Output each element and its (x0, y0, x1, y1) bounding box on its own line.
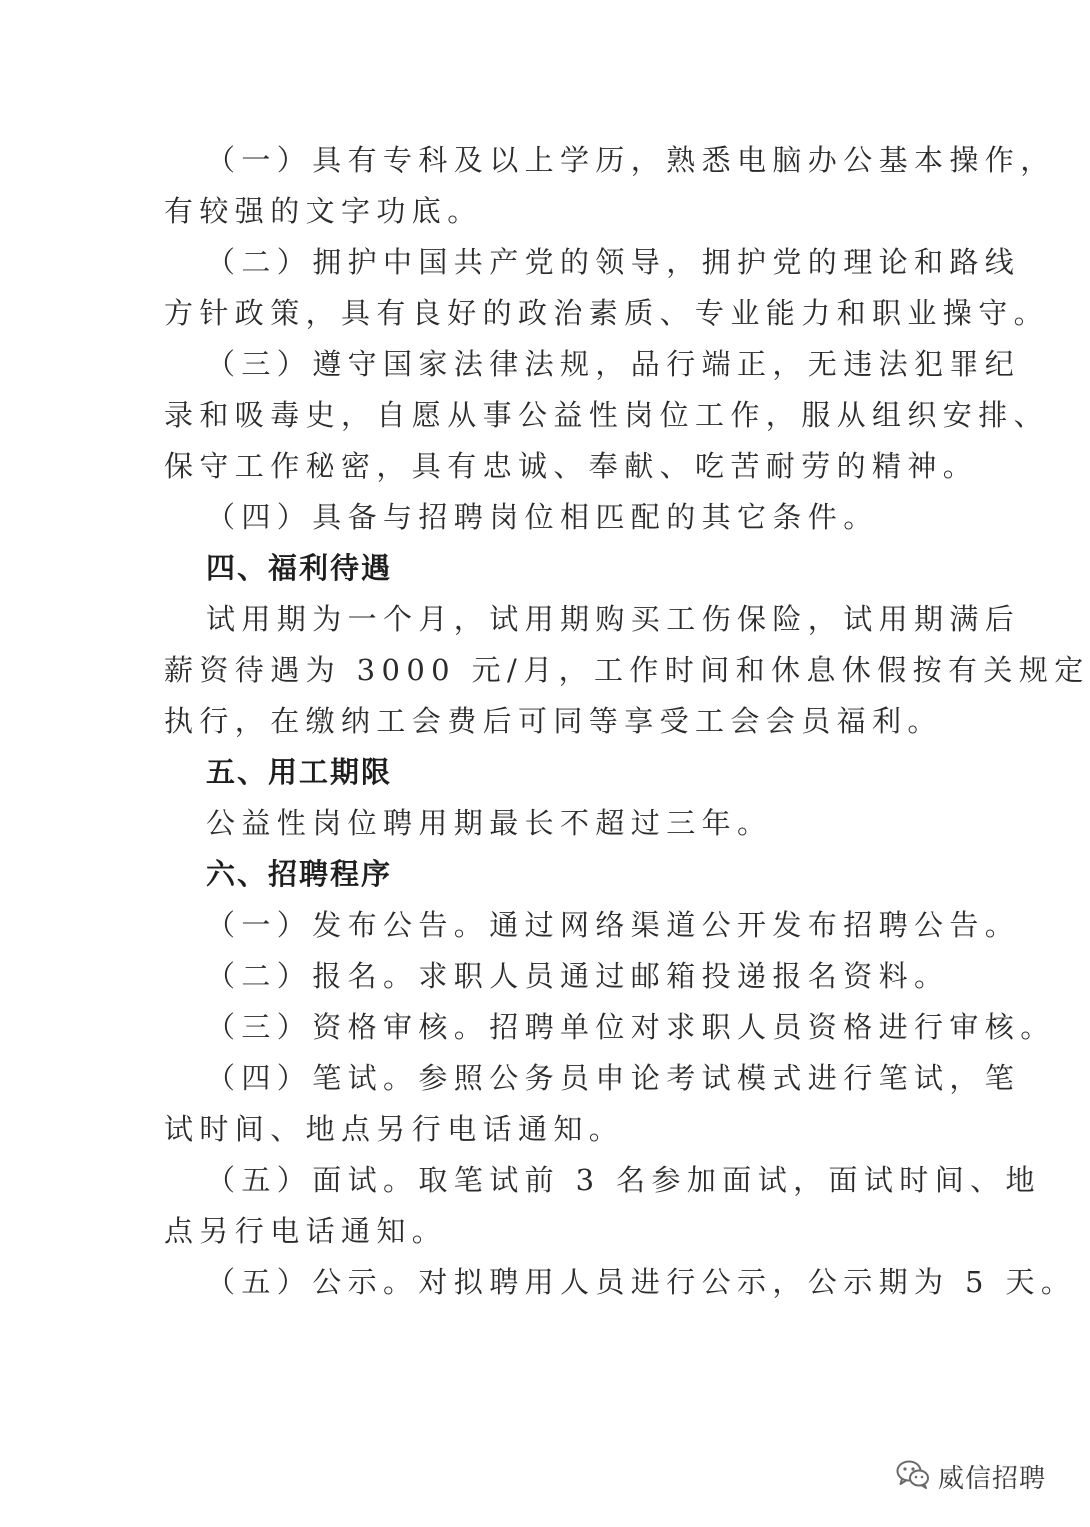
paragraph-line: 方针政策，具有良好的政治素质、专业能力和职业操守。 (164, 296, 1050, 330)
paragraph-line: 薪资待遇为 3000 元/月，工作时间和休息休假按有关规定 (164, 653, 1090, 687)
paragraph-line: 公益性岗位聘用期最长不超过三年。 (206, 806, 773, 840)
paragraph-line: 试时间、地点另行电话通知。 (164, 1112, 625, 1146)
paragraph-line: 执行，在缴纳工会费后可同等享受工会会员福利。 (164, 704, 943, 738)
paragraph-line: （一）具有专科及以上学历，熟悉电脑办公基本操作， (206, 143, 1056, 177)
paragraph-line: 录和吸毒史，自愿从事公益性岗位工作，服从组织安排、 (164, 398, 1050, 432)
section-heading: 五、用工期限 (206, 755, 393, 789)
paragraph-line: （三）遵守国家法律法规，品行端正，无违法犯罪纪 (206, 347, 1021, 381)
paragraph-line: 保守工作秘密，具有忠诚、奉献、吃苦耐劳的精神。 (164, 449, 979, 483)
watermark-text: 威信招聘 (938, 1463, 1047, 1494)
paragraph-line: （二）拥护中国共产党的领导，拥护党的理论和路线 (206, 245, 1021, 279)
wechat-icon (896, 1459, 930, 1493)
paragraph-line: （四）笔试。参照公务员申论考试模式进行笔试，笔 (206, 1061, 1021, 1095)
paragraph-line: （五）面试。取笔试前 3 名参加面试，面试时间、地 (206, 1163, 1041, 1197)
paragraph-line: （四）具备与招聘岗位相匹配的其它条件。 (206, 500, 879, 534)
paragraph-line: （一）发布公告。通过网络渠道公开发布招聘公告。 (206, 908, 1021, 942)
paragraph-line: 有较强的文字功底。 (164, 194, 483, 228)
paragraph-line: （五）公示。对拟聘用人员进行公示，公示期为 5 天。 (206, 1265, 1077, 1299)
paragraph-line: （二）报名。求职人员通过邮箱投递报名资料。 (206, 959, 950, 993)
paragraph-line: （三）资格审核。招聘单位对求职人员资格进行审核。 (206, 1010, 1056, 1044)
paragraph-line: 试用期为一个月，试用期购买工伤保险，试用期满后 (206, 602, 1021, 636)
section-heading: 六、招聘程序 (206, 857, 393, 891)
section-heading: 四、福利待遇 (206, 551, 393, 585)
paragraph-line: 点另行电话通知。 (164, 1214, 448, 1248)
watermark (896, 1456, 1046, 1496)
